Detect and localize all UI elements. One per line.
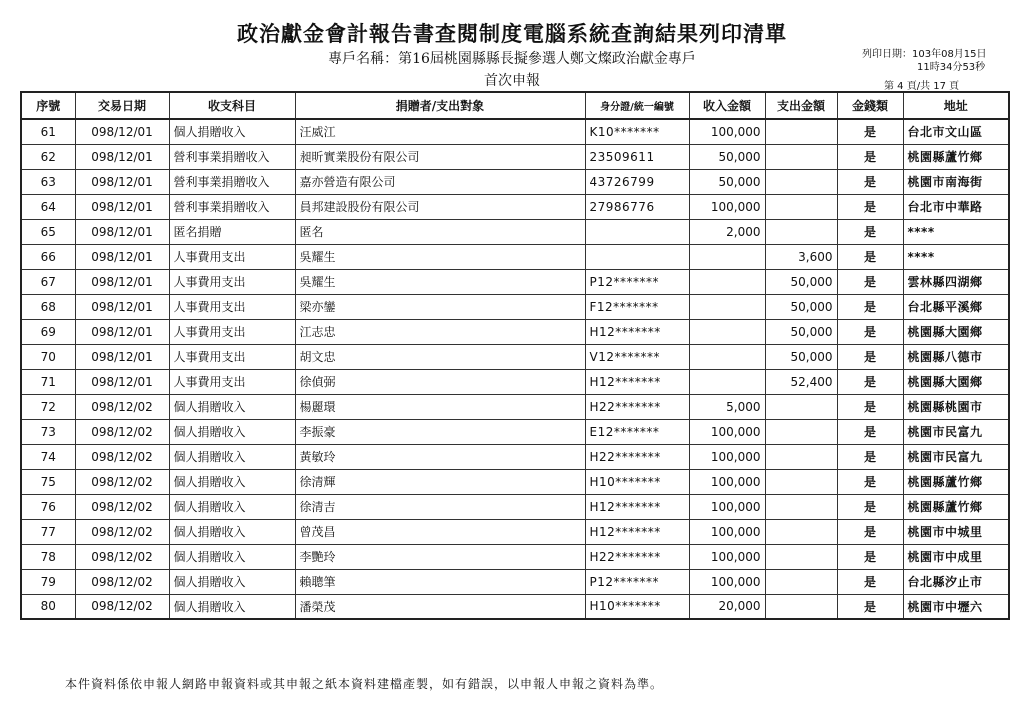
account-name: 專戶名稱：第16屆桃園縣縣長擬參選人鄭文燦政治獻金專戶 (328, 51, 696, 67)
cell-income: 5,000 (689, 394, 765, 419)
cell-no: 72 (21, 394, 75, 419)
cell-money: 是 (837, 194, 903, 219)
cell-date: 098/12/01 (75, 219, 169, 244)
cell-income (689, 344, 765, 369)
cell-expense (765, 519, 837, 544)
cell-no: 73 (21, 419, 75, 444)
cell-category: 人事費用支出 (169, 244, 295, 269)
cell-address: 桃園市南海街 (903, 169, 1009, 194)
cell-money: 是 (837, 494, 903, 519)
cell-no: 74 (21, 444, 75, 469)
table-row (21, 169, 1009, 194)
cell-expense (765, 144, 837, 169)
cell-id: P12******* (585, 269, 689, 294)
page-indicator: 第 4 頁/共 17 頁 (884, 81, 960, 92)
cell-income: 50,000 (689, 169, 765, 194)
cell-address: **** (903, 244, 1009, 269)
cell-income: 20,000 (689, 594, 765, 619)
cell-expense (765, 494, 837, 519)
cell-date: 098/12/02 (75, 469, 169, 494)
cell-money: 是 (837, 219, 903, 244)
cell-id: 43726799 (585, 169, 689, 194)
table-row (21, 419, 1009, 444)
cell-party: 徐偵弼 (295, 369, 585, 394)
cell-income: 100,000 (689, 419, 765, 444)
cell-party: 嘉亦營造有限公司 (295, 169, 585, 194)
col-header-no: 序號 (21, 92, 75, 119)
report-title: 政治獻金會計報告書查閱制度電腦系統查詢結果列印清單 (237, 21, 787, 46)
cell-no: 79 (21, 569, 75, 594)
cell-category: 個人捐贈收入 (169, 544, 295, 569)
cell-money: 是 (837, 519, 903, 544)
cell-category: 個人捐贈收入 (169, 519, 295, 544)
cell-no: 78 (21, 544, 75, 569)
cell-expense (765, 119, 837, 144)
table-row (21, 344, 1009, 369)
cell-no: 67 (21, 269, 75, 294)
cell-party: 李振豪 (295, 419, 585, 444)
cell-expense: 50,000 (765, 269, 837, 294)
cell-income (689, 269, 765, 294)
cell-date: 098/12/01 (75, 319, 169, 344)
cell-expense: 52,400 (765, 369, 837, 394)
cell-income (689, 319, 765, 344)
cell-address: 桃園縣蘆竹鄉 (903, 469, 1009, 494)
table-row (21, 569, 1009, 594)
cell-id: 27986776 (585, 194, 689, 219)
cell-expense: 50,000 (765, 294, 837, 319)
cell-income: 100,000 (689, 119, 765, 144)
cell-party: 汪威江 (295, 119, 585, 144)
cell-category: 人事費用支出 (169, 369, 295, 394)
cell-party: 員邦建設股份有限公司 (295, 194, 585, 219)
cell-expense: 50,000 (765, 319, 837, 344)
cell-date: 098/12/02 (75, 594, 169, 619)
cell-expense (765, 169, 837, 194)
cell-expense (765, 194, 837, 219)
cell-address: 桃園市中壢六 (903, 594, 1009, 619)
cell-category: 匿名捐贈 (169, 219, 295, 244)
cell-money: 是 (837, 594, 903, 619)
cell-money: 是 (837, 244, 903, 269)
table-row (21, 394, 1009, 419)
filing-type: 首次申報 (484, 73, 540, 89)
col-header-income: 收入金額 (689, 92, 765, 119)
cell-address: 桃園市民富九 (903, 444, 1009, 469)
col-header-id: 身分證/統一編號 (585, 92, 689, 119)
cell-category: 個人捐贈收入 (169, 444, 295, 469)
cell-income (689, 369, 765, 394)
cell-address: 桃園縣桃園市 (903, 394, 1009, 419)
cell-no: 65 (21, 219, 75, 244)
cell-no: 62 (21, 144, 75, 169)
cell-date: 098/12/01 (75, 144, 169, 169)
cell-expense (765, 469, 837, 494)
cell-income: 100,000 (689, 469, 765, 494)
cell-date: 098/12/02 (75, 569, 169, 594)
cell-money: 是 (837, 294, 903, 319)
cell-address: 台北縣汐止市 (903, 569, 1009, 594)
cell-id: H10******* (585, 469, 689, 494)
cell-party: 吳耀生 (295, 244, 585, 269)
cell-category: 人事費用支出 (169, 294, 295, 319)
cell-address: 桃園市民富九 (903, 419, 1009, 444)
cell-date: 098/12/01 (75, 269, 169, 294)
table-row (21, 269, 1009, 294)
cell-party: 江志忠 (295, 319, 585, 344)
cell-date: 098/12/02 (75, 494, 169, 519)
cell-date: 098/12/01 (75, 369, 169, 394)
cell-money: 是 (837, 144, 903, 169)
cell-money: 是 (837, 169, 903, 194)
cell-date: 098/12/02 (75, 444, 169, 469)
footer-note: 本件資料係依申報人網路申報資料或其申報之紙本資料建檔產製，如有錯誤，以申報人申報之資料為準。 (65, 677, 664, 691)
table-row (21, 594, 1009, 619)
cell-no: 75 (21, 469, 75, 494)
table-row (21, 519, 1009, 544)
cell-expense (765, 569, 837, 594)
cell-id: H12******* (585, 369, 689, 394)
cell-expense (765, 444, 837, 469)
cell-id: H12******* (585, 494, 689, 519)
cell-expense (765, 544, 837, 569)
cell-no: 77 (21, 519, 75, 544)
cell-income: 50,000 (689, 144, 765, 169)
table-row (21, 244, 1009, 269)
cell-expense (765, 594, 837, 619)
cell-category: 營利事業捐贈收入 (169, 169, 295, 194)
table-row (21, 219, 1009, 244)
cell-id: H12******* (585, 319, 689, 344)
cell-income (689, 244, 765, 269)
cell-income: 100,000 (689, 444, 765, 469)
cell-money: 是 (837, 394, 903, 419)
cell-party: 李艷玲 (295, 544, 585, 569)
cell-address: 桃園縣蘆竹鄉 (903, 144, 1009, 169)
cell-id: H22******* (585, 544, 689, 569)
cell-category: 個人捐贈收入 (169, 569, 295, 594)
cell-id: H22******* (585, 444, 689, 469)
cell-party: 匿名 (295, 219, 585, 244)
col-header-date: 交易日期 (75, 92, 169, 119)
cell-party: 梁亦鑾 (295, 294, 585, 319)
cell-expense: 50,000 (765, 344, 837, 369)
cell-category: 個人捐贈收入 (169, 119, 295, 144)
cell-address: 桃園縣八德市 (903, 344, 1009, 369)
cell-money: 是 (837, 369, 903, 394)
col-header-category: 收支科目 (169, 92, 295, 119)
cell-expense (765, 219, 837, 244)
cell-no: 66 (21, 244, 75, 269)
cell-address: 桃園縣蘆竹鄉 (903, 494, 1009, 519)
cell-address: 桃園市中成里 (903, 544, 1009, 569)
cell-party: 徐清輝 (295, 469, 585, 494)
table-row (21, 469, 1009, 494)
cell-no: 68 (21, 294, 75, 319)
cell-category: 人事費用支出 (169, 269, 295, 294)
cell-id: H22******* (585, 394, 689, 419)
cell-category: 個人捐贈收入 (169, 594, 295, 619)
cell-category: 個人捐贈收入 (169, 419, 295, 444)
cell-money: 是 (837, 469, 903, 494)
cell-date: 098/12/01 (75, 294, 169, 319)
table-row (21, 544, 1009, 569)
cell-category: 人事費用支出 (169, 344, 295, 369)
cell-no: 80 (21, 594, 75, 619)
cell-no: 61 (21, 119, 75, 144)
table-header-row (21, 92, 1009, 119)
cell-income: 100,000 (689, 544, 765, 569)
cell-money: 是 (837, 119, 903, 144)
print-time: 11時34分53秒 (917, 62, 986, 73)
cell-expense (765, 394, 837, 419)
cell-money: 是 (837, 544, 903, 569)
cell-category: 個人捐贈收入 (169, 469, 295, 494)
cell-date: 098/12/01 (75, 169, 169, 194)
cell-id (585, 219, 689, 244)
cell-address: 雲林縣四湖鄉 (903, 269, 1009, 294)
cell-no: 70 (21, 344, 75, 369)
cell-id: P12******* (585, 569, 689, 594)
cell-expense: 3,600 (765, 244, 837, 269)
cell-income: 100,000 (689, 194, 765, 219)
col-header-address: 地址 (903, 92, 1009, 119)
cell-category: 營利事業捐贈收入 (169, 194, 295, 219)
cell-address: 桃園市中城里 (903, 519, 1009, 544)
records-table (20, 91, 1010, 620)
table-row (21, 119, 1009, 144)
cell-category: 人事費用支出 (169, 319, 295, 344)
table-body (21, 119, 1009, 619)
cell-expense (765, 419, 837, 444)
print-date: 列印日期：103年08月15日 (862, 49, 987, 60)
cell-address: 台北縣平溪鄉 (903, 294, 1009, 319)
cell-income: 100,000 (689, 519, 765, 544)
cell-date: 098/12/02 (75, 394, 169, 419)
cell-id: H10******* (585, 594, 689, 619)
cell-id: E12******* (585, 419, 689, 444)
cell-money: 是 (837, 569, 903, 594)
cell-address: 桃園縣大園鄉 (903, 319, 1009, 344)
cell-date: 098/12/02 (75, 419, 169, 444)
cell-income: 2,000 (689, 219, 765, 244)
cell-date: 098/12/01 (75, 344, 169, 369)
cell-income: 100,000 (689, 569, 765, 594)
cell-address: 台北市文山區 (903, 119, 1009, 144)
cell-id (585, 244, 689, 269)
table-row (21, 319, 1009, 344)
cell-money: 是 (837, 344, 903, 369)
cell-id: 23509611 (585, 144, 689, 169)
table-row (21, 194, 1009, 219)
cell-party: 胡文忠 (295, 344, 585, 369)
cell-money: 是 (837, 269, 903, 294)
cell-money: 是 (837, 319, 903, 344)
cell-income: 100,000 (689, 494, 765, 519)
cell-id: F12******* (585, 294, 689, 319)
cell-category: 個人捐贈收入 (169, 394, 295, 419)
cell-date: 098/12/02 (75, 544, 169, 569)
table-row (21, 444, 1009, 469)
cell-party: 曾茂昌 (295, 519, 585, 544)
cell-income (689, 294, 765, 319)
cell-party: 楊麗環 (295, 394, 585, 419)
cell-party: 賴聰筆 (295, 569, 585, 594)
cell-party: 昶昕實業股份有限公司 (295, 144, 585, 169)
cell-no: 76 (21, 494, 75, 519)
cell-id: V12******* (585, 344, 689, 369)
cell-address: 台北市中華路 (903, 194, 1009, 219)
table-row (21, 294, 1009, 319)
cell-category: 個人捐贈收入 (169, 494, 295, 519)
col-header-money: 金錢類 (837, 92, 903, 119)
cell-no: 64 (21, 194, 75, 219)
cell-id: H12******* (585, 519, 689, 544)
col-header-expense: 支出金額 (765, 92, 837, 119)
cell-no: 71 (21, 369, 75, 394)
cell-category: 營利事業捐贈收入 (169, 144, 295, 169)
table-row (21, 369, 1009, 394)
cell-money: 是 (837, 419, 903, 444)
cell-date: 098/12/01 (75, 119, 169, 144)
cell-id: K10******* (585, 119, 689, 144)
cell-address: 桃園縣大園鄉 (903, 369, 1009, 394)
cell-address: **** (903, 219, 1009, 244)
cell-party: 黃敏玲 (295, 444, 585, 469)
cell-no: 69 (21, 319, 75, 344)
col-header-party: 捐贈者/支出對象 (295, 92, 585, 119)
table-row (21, 144, 1009, 169)
cell-date: 098/12/02 (75, 519, 169, 544)
cell-party: 潘榮茂 (295, 594, 585, 619)
cell-money: 是 (837, 444, 903, 469)
cell-date: 098/12/01 (75, 194, 169, 219)
cell-party: 徐清吉 (295, 494, 585, 519)
cell-no: 63 (21, 169, 75, 194)
cell-party: 吳耀生 (295, 269, 585, 294)
cell-date: 098/12/01 (75, 244, 169, 269)
table-row (21, 494, 1009, 519)
